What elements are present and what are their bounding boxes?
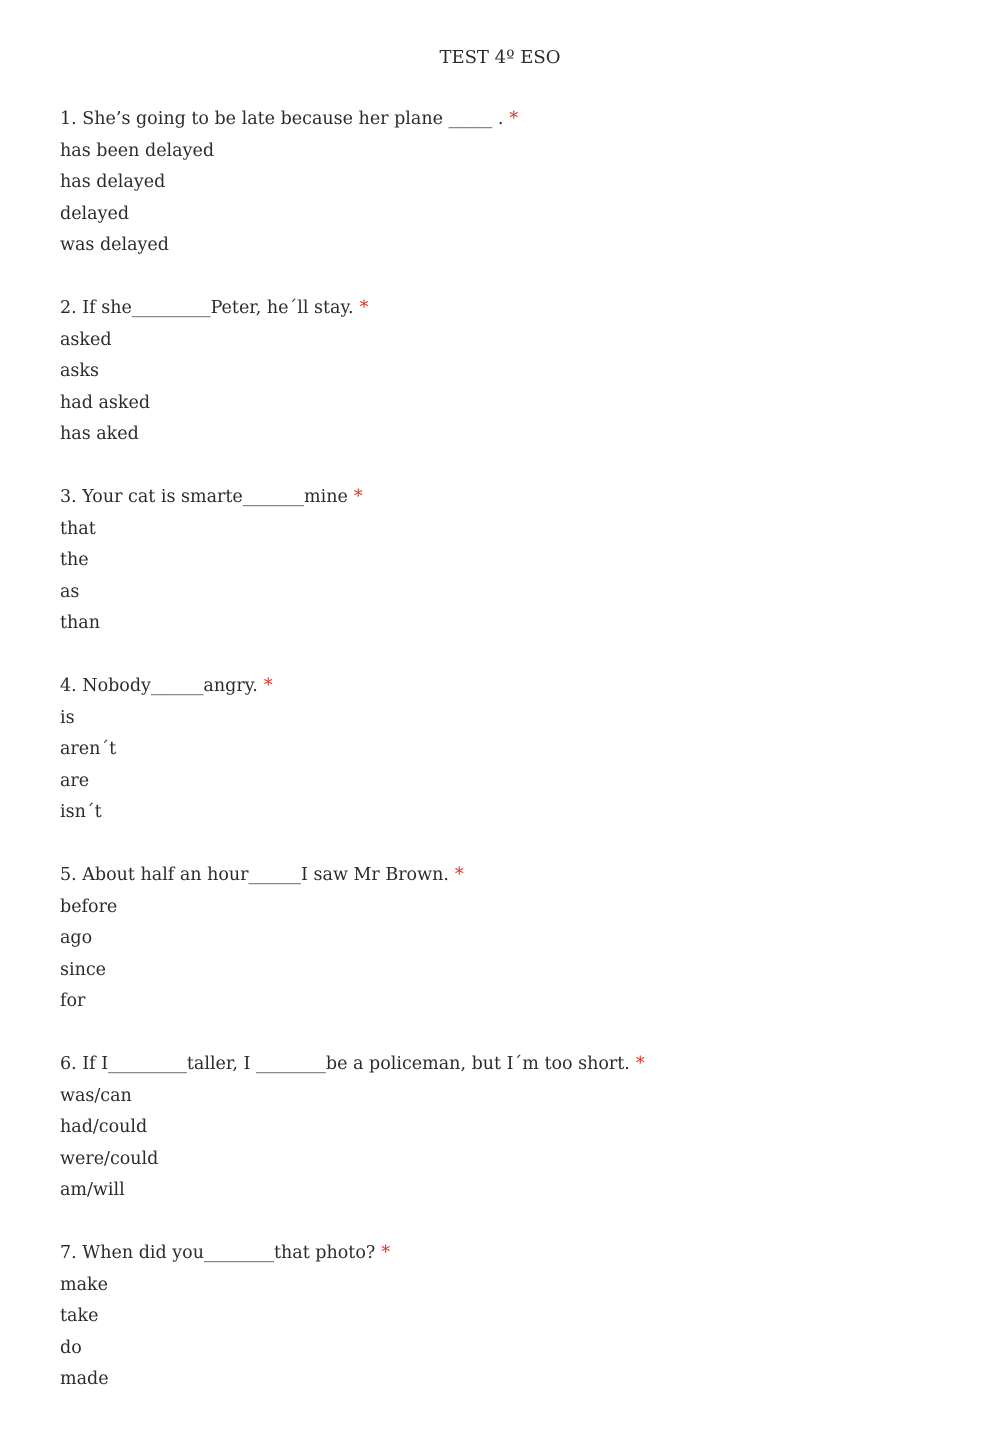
required-asterisk: * bbox=[381, 1243, 391, 1263]
answer-option[interactable]: was/can bbox=[60, 1085, 132, 1106]
question-prompt bbox=[60, 863, 960, 895]
answer-option[interactable]: the bbox=[60, 550, 89, 570]
answer-option[interactable]: were/could bbox=[60, 1148, 159, 1169]
question-text: 6. If I_________taller, I ________be a policeman, but I´m too short. bbox=[60, 1054, 630, 1074]
question-6 bbox=[60, 1052, 960, 1241]
question-text: 5. About half an hour______I saw Mr Brown. bbox=[60, 865, 449, 885]
answer-option[interactable]: asks bbox=[60, 361, 99, 381]
answer-option[interactable]: make bbox=[60, 1274, 108, 1295]
required-asterisk: * bbox=[635, 1054, 645, 1074]
question-prompt bbox=[60, 1241, 960, 1273]
question-5 bbox=[60, 863, 960, 1052]
question-prompt bbox=[60, 1052, 960, 1084]
answer-option[interactable]: do bbox=[60, 1337, 82, 1358]
question-text: 2. If she_________Peter, he´ll stay. bbox=[60, 298, 354, 318]
answer-option[interactable]: was delayed bbox=[60, 235, 169, 255]
required-asterisk: * bbox=[263, 676, 273, 696]
answer-option[interactable]: than bbox=[60, 613, 101, 633]
question-prompt bbox=[60, 674, 960, 706]
page-title: TEST 4º ESO bbox=[439, 47, 561, 68]
answer-option[interactable]: asked bbox=[60, 329, 112, 350]
required-asterisk: * bbox=[509, 109, 519, 129]
question-text: 1. She’s going to be late because her plane _____ . bbox=[60, 109, 504, 129]
answer-option[interactable]: for bbox=[60, 991, 86, 1011]
question-prompt bbox=[60, 296, 960, 328]
question-prompt bbox=[60, 485, 960, 517]
answer-option[interactable]: has delayed bbox=[60, 172, 166, 192]
answer-option[interactable]: delayed bbox=[60, 203, 130, 224]
answer-option[interactable]: ago bbox=[60, 928, 93, 948]
answer-option[interactable]: had/could bbox=[60, 1117, 148, 1137]
answer-option[interactable]: that bbox=[60, 518, 96, 539]
question-prompt bbox=[60, 107, 960, 139]
question-4 bbox=[60, 674, 960, 863]
question-1 bbox=[60, 107, 960, 296]
question-text: 3. Your cat is smarte_______mine bbox=[60, 487, 348, 507]
answer-option[interactable]: as bbox=[60, 581, 80, 602]
question-text: 7. When did you________that photo? bbox=[60, 1243, 376, 1263]
question-list bbox=[60, 107, 960, 1430]
answer-option[interactable]: aren´t bbox=[60, 739, 117, 759]
required-asterisk: * bbox=[454, 865, 464, 885]
answer-option[interactable]: is bbox=[60, 707, 75, 728]
answer-option[interactable]: has been delayed bbox=[60, 140, 215, 161]
required-asterisk: * bbox=[359, 298, 369, 318]
answer-option[interactable]: isn´t bbox=[60, 802, 102, 822]
answer-option[interactable]: has aked bbox=[60, 424, 139, 444]
question-7 bbox=[60, 1241, 960, 1430]
question-2 bbox=[60, 296, 960, 485]
answer-option[interactable]: made bbox=[60, 1369, 109, 1389]
question-3 bbox=[60, 485, 960, 674]
answer-option[interactable]: since bbox=[60, 959, 107, 980]
answer-option[interactable]: are bbox=[60, 770, 90, 791]
question-text: 4. Nobody______angry. bbox=[60, 676, 258, 696]
answer-option[interactable]: had asked bbox=[60, 392, 151, 413]
required-asterisk: * bbox=[353, 487, 363, 507]
answer-option[interactable]: before bbox=[60, 896, 118, 917]
answer-option[interactable]: am/will bbox=[60, 1180, 125, 1200]
answer-option[interactable]: take bbox=[60, 1306, 99, 1326]
